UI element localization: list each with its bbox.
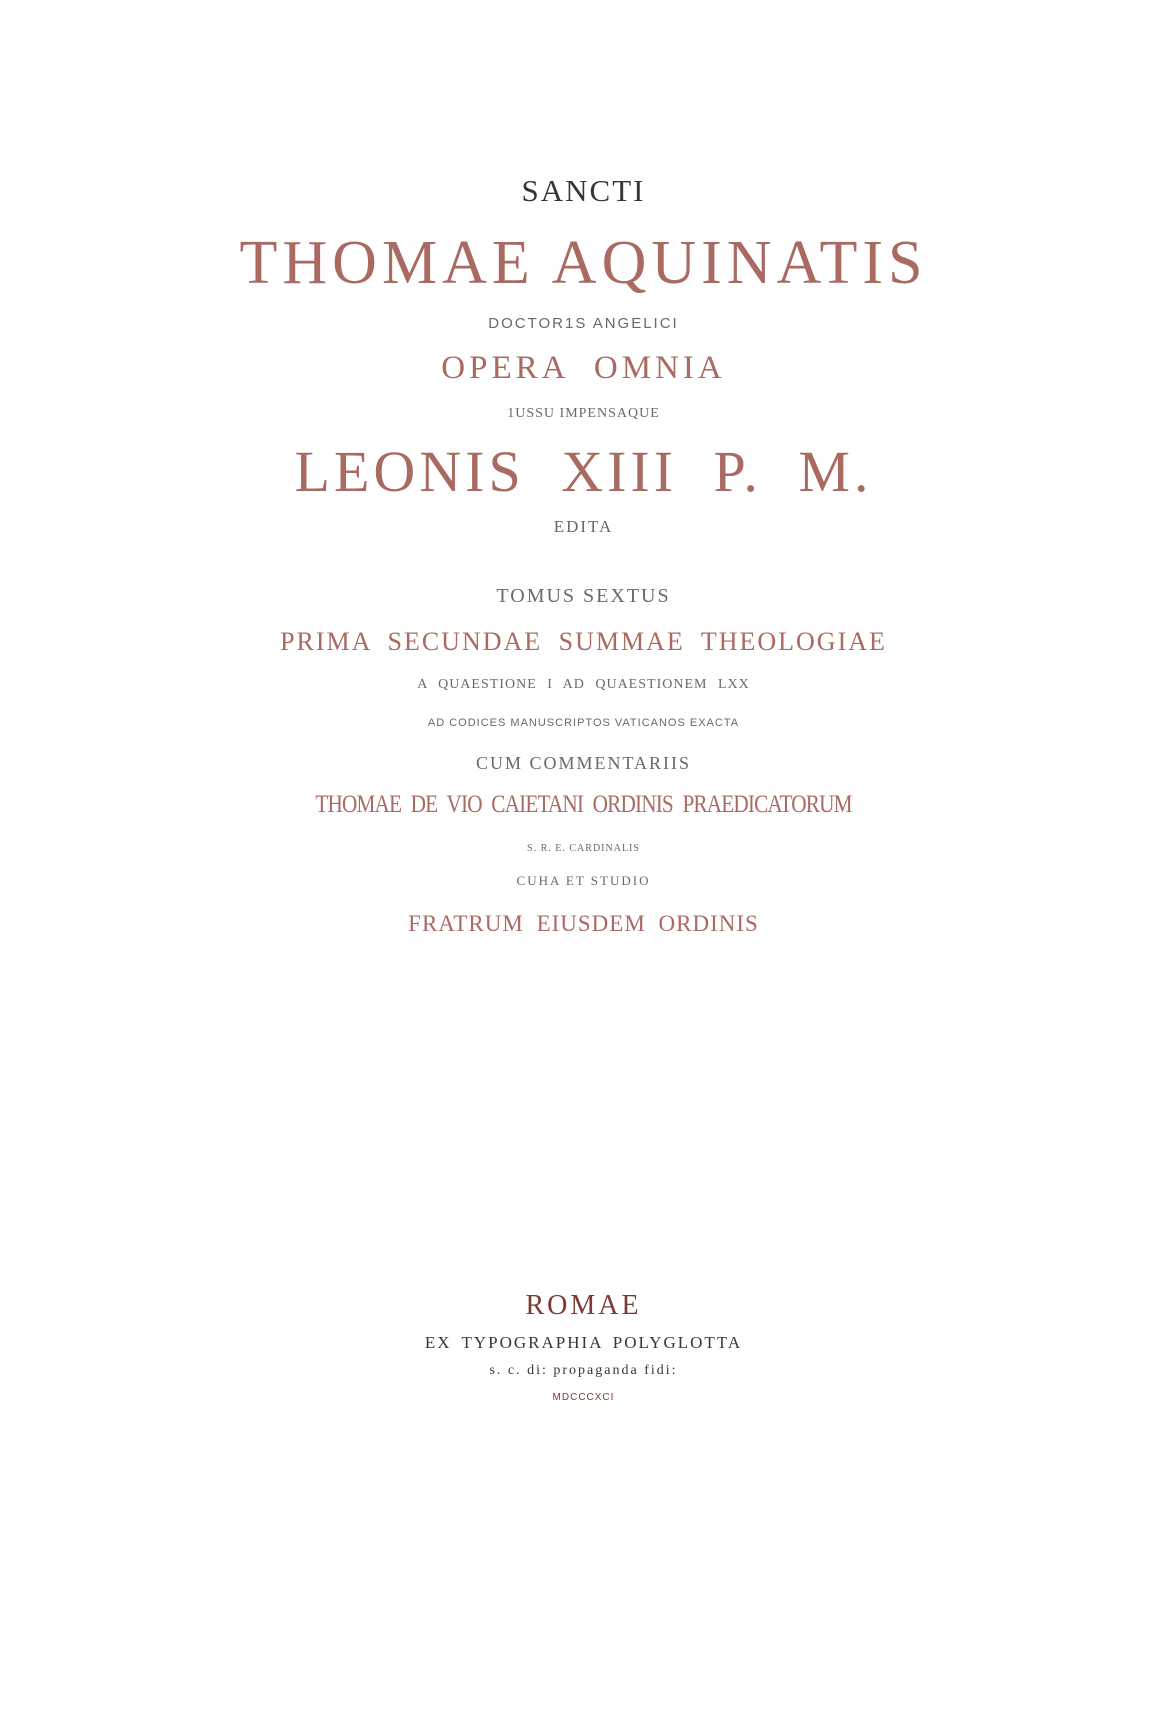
question-range: A QUAESTIONE I AD QUAESTIONEM LXX: [417, 677, 750, 692]
iussu-impensaque: 1USSU IMPENSAQUE: [507, 406, 660, 421]
cardinalis-line: S. R. E. CARDINALIS: [527, 843, 640, 854]
imprint-congregation: s. c. di: propaganda fidi:: [489, 1363, 678, 1378]
imprint-city: ROMAE: [525, 1290, 642, 1321]
commentator-name: THOMAE DE VIO CAIETANI ORDINIS PRAEDICATORUM: [315, 791, 852, 818]
opera-omnia-title: OPERA OMNIA: [441, 350, 726, 386]
fratrum-line: FRATRUM EIUSDEM ORDINIS: [408, 911, 759, 936]
sancti-line: SANCTI: [521, 173, 646, 208]
cura-et-studio: CUHA ET STUDIO: [516, 873, 651, 888]
imprint-press: EX TYPOGRAPHIA POLYGLOTTA: [424, 1333, 743, 1352]
work-title: PRIMA SECUNDAE SUMMAE THEOLOGIAE: [280, 627, 887, 656]
edita-line: EDITA: [553, 517, 614, 536]
tomus-line: TOMUS SEXTUS: [496, 585, 671, 607]
author-name: THOMAE AQUINATIS: [239, 229, 928, 297]
cum-commentariis: CUM COMMENTARIIS: [475, 753, 692, 773]
leonis-xiii-title: LEONIS XIII P. M.: [294, 439, 873, 504]
imprint-year: MDCCCXCI: [552, 1392, 615, 1403]
doctoris-angelici: DOCTOR1S ANGELICI: [488, 315, 679, 332]
codices-line: AD CODICES MANUSCRIPTOS VATICANOS EXACTA: [427, 717, 740, 729]
